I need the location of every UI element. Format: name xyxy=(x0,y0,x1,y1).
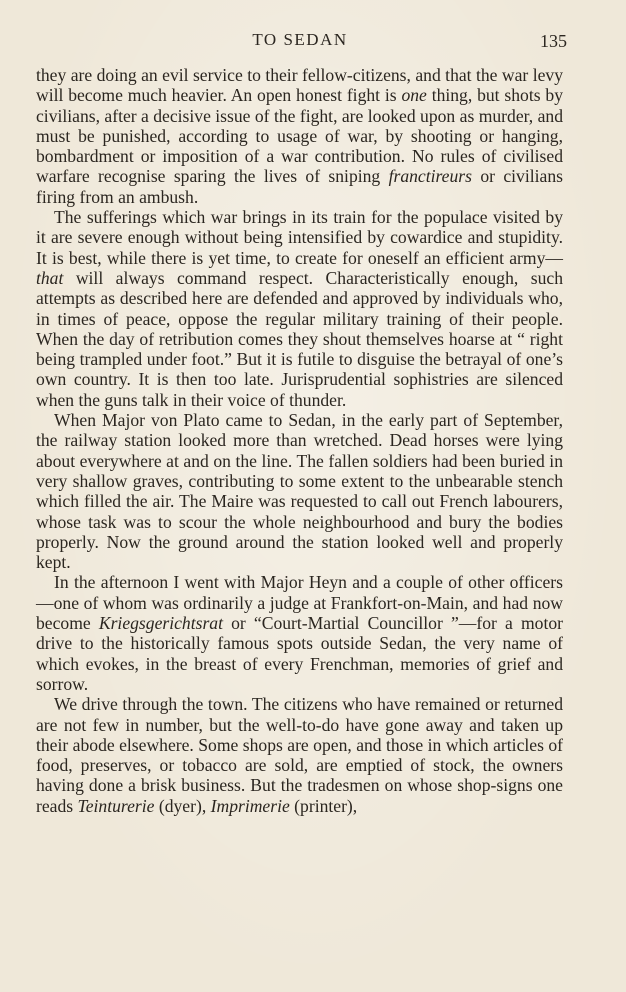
page-number: 135 xyxy=(540,31,567,51)
paragraph-5: We drive through the town. The citizens who have remained or returned are not few in number, but the well-to-do have gone away and taken up their abode elsewhere. Some shops are open, and those in which articles of food, preserves, or tobacco are sold, are emptied of stock, the owners having done a brisk business. But the tradesmen on whose shop-signs one reads Teinturerie (dyer), Imprimerie (printer), xyxy=(36,694,563,816)
page-header xyxy=(36,28,567,54)
paragraph-3: When Major von Plato came to Sedan, in the early part of September, the railway station looked more than wretched. Dead horses were lying about everywhere at and on the line. The fallen soldiers had been buried in very shallow graves, contributing to some extent to the unbearable stench which filled the air. The Maire was requested to call out French labourers, whose task was to scour the whole neighbourhood and bury the bodies properly. Now the ground around the station looked well and properly kept. xyxy=(36,410,563,573)
paragraph-4: In the afternoon I went with Major Heyn and a couple of other officers—one of whom was ordinarily a judge at Frankfort-on-Main, and had now become Kriegsgerichtsrat or “Court-Martial Councillor ”—for a motor drive to the historically famous spots outside Sedan, the very name of which evokes, in the breast of every Frenchman, memories of grief and sorrow. xyxy=(36,572,563,694)
paragraph-1: they are doing an evil service to their fellow-citizens, and that the war levy will become much heavier. An open honest fight is one thing, but shots by civilians, after a decisive issue of the fight, are looked upon as murder, and must be punished, according to usage of war, by shooting or hanging, bombardment or imposition of a war contribution. No rules of civilised warfare recognise sparing the lives of sniping franctireurs or civilians firing from an ambush. xyxy=(36,65,563,207)
paragraph-2: The sufferings which war brings in its train for the populace visited by it are severe enough without being intensified by cowardice and stupidity. It is best, while there is yet time, to create for oneself an efficient army—that will always command respect. Characteristically enough, such attempts as described here are defended and approved by individuals who, in times of peace, oppose the regular military training of their people. When the day of retribution comes they shout themselves hoarse at “ right being trampled under foot.” But it is futile to disguise the betrayal of one’s own country. It is then too late. Jurisprudential sophistries are silenced when the guns talk in their voice of thunder. xyxy=(36,207,563,410)
body-text xyxy=(36,65,563,816)
running-head: TO SEDAN xyxy=(252,30,348,49)
